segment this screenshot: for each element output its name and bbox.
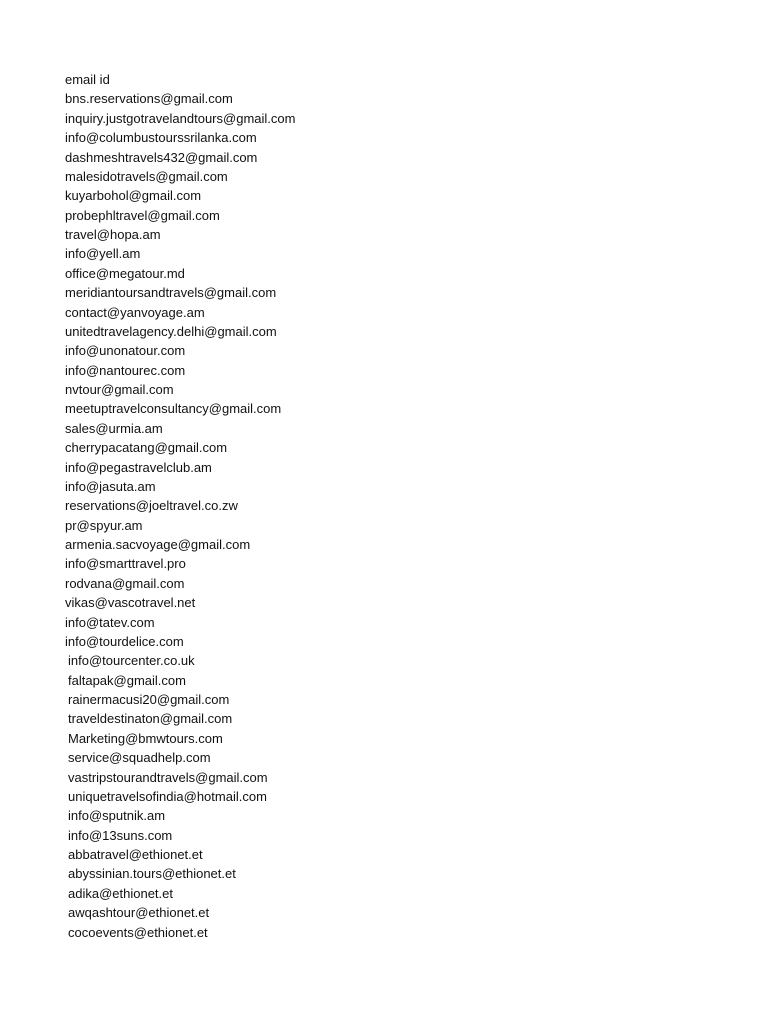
- email-entry: probephltravel@gmail.com: [65, 207, 220, 223]
- email-entry: contact@yanvoyage.am: [65, 304, 205, 320]
- email-entry: vikas@vascotravel.net: [65, 595, 196, 611]
- email-entry: cocoevents@ethionet.et: [68, 924, 208, 940]
- email-entry: inquiry.justgotravelandtours@gmail.com: [65, 110, 296, 126]
- email-entry: uniquetravelsofindia@hotmail.com: [68, 788, 267, 804]
- email-entry: Marketing@bmwtours.com: [68, 730, 223, 746]
- email-entry: info@jasuta.am: [65, 478, 156, 494]
- email-entry: info@pegastravelclub.am: [65, 459, 212, 475]
- email-entry: adika@ethionet.et: [68, 885, 173, 901]
- email-entry: info@yell.am: [65, 246, 141, 262]
- email-entry: traveldestinaton@gmail.com: [68, 711, 233, 727]
- email-entry: abbatravel@ethionet.et: [68, 847, 203, 862]
- email-entry: info@columbustourssrilanka.com: [65, 130, 257, 146]
- email-entry: info@tatev.com: [65, 614, 155, 630]
- email-entry: info@tourcenter.co.uk: [68, 653, 195, 669]
- email-entry: meridiantoursandtravels@gmail.com: [65, 285, 277, 301]
- email-entry: info@13suns.com: [68, 827, 173, 843]
- email-entry: info@sputnik.am: [68, 808, 166, 824]
- email-entry: dashmeshtravels432@gmail.com: [65, 149, 258, 165]
- email-entry: service@squadhelp.com: [68, 750, 211, 766]
- email-entry: info@nantourec.com: [65, 362, 186, 378]
- email-entry: pr@spyur.am: [65, 517, 143, 533]
- email-entry: info@smarttravel.pro: [65, 556, 186, 572]
- email-entry: nvtour@gmail.com: [65, 382, 174, 397]
- email-list: [65, 70, 295, 942]
- email-entry: kuyarbohol@gmail.com: [65, 188, 202, 204]
- email-entry: armenia.sacvoyage@gmail.com: [65, 537, 251, 552]
- email-entry: unitedtravelagency.delhi@gmail.com: [65, 323, 277, 339]
- column-header: email id: [65, 72, 110, 87]
- email-entry: sales@urmia.am: [65, 420, 163, 436]
- email-entry: info@tourdelice.com: [65, 633, 184, 649]
- email-entry: vastripstourandtravels@gmail.com: [68, 769, 268, 785]
- email-entry: info@unonatour.com: [65, 343, 186, 359]
- email-entry: malesidotravels@gmail.com: [65, 168, 228, 184]
- email-entry: cherrypacatang@gmail.com: [65, 440, 228, 456]
- email-entry: office@megatour.md: [65, 265, 185, 281]
- email-entry: rainermacusi20@gmail.com: [68, 692, 230, 707]
- email-entry: awqashtour@ethionet.et: [68, 905, 210, 921]
- email-entry: faltapak@gmail.com: [68, 672, 186, 688]
- email-entry: reservations@joeltravel.co.zw: [65, 498, 238, 514]
- email-entry: meetuptravelconsultancy@gmail.com: [65, 401, 282, 417]
- email-entry: abyssinian.tours@ethionet.et: [68, 866, 236, 882]
- email-entry: travel@hopa.am: [65, 227, 161, 242]
- email-entry: rodvana@gmail.com: [65, 575, 185, 591]
- email-entry: bns.reservations@gmail.com: [65, 91, 233, 107]
